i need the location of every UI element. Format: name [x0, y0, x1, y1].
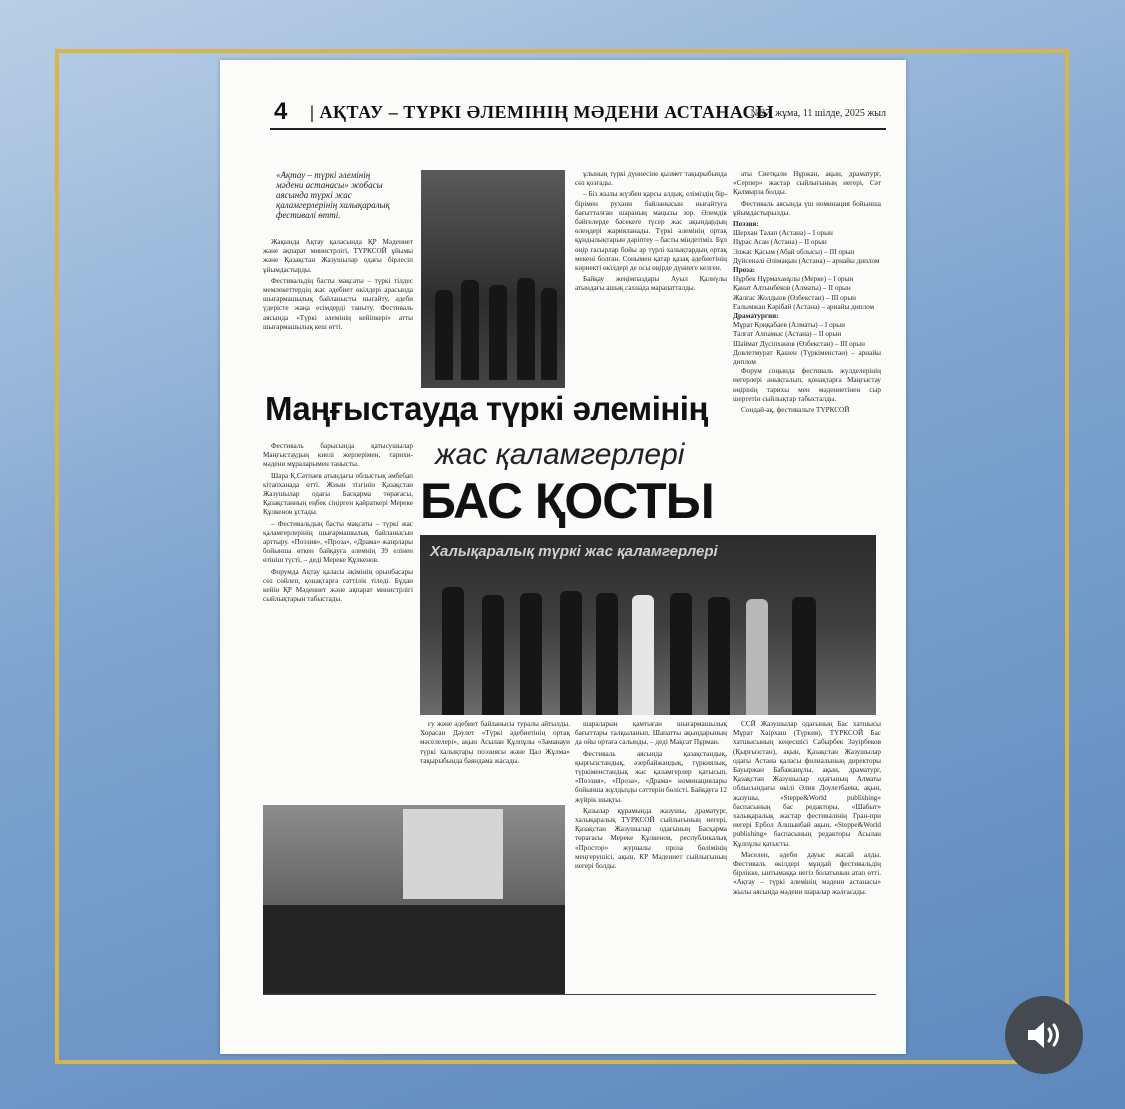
person-figure: [442, 587, 464, 715]
result-item: Мұрат Қоңқабаев (Алматы) – I орын: [733, 321, 845, 330]
person-figure: [596, 593, 618, 715]
article-lead: «Ақтау – түркі әлемінің мәдени астанасы» жобасы аясында түркі жас қаламгерлерінің халықаралық фестивалі өтті.: [276, 170, 390, 220]
headline-line-1: Маңғыстауда түркі әлемінің: [265, 390, 708, 427]
page-number: 4: [274, 98, 288, 125]
paragraph: шараларын қамтыған шығармашылық бағыттары талқыланып, Шапатты ақындарының да ойы ортаға салынды, – деді Мақсат Пұрман.: [575, 720, 727, 747]
paragraph: ғу және әдебиет байланысы туралы айтылды. Хорасан Дәулет «Түркі әдебиетінің ортақ мәселелері», ақын Асылан Құлпұлы «Заманауи түркі халықтары поэзиясы және Цал Жұлма» тақырыбында баяндама жасады.: [420, 720, 570, 765]
paragraph: Фестиваль аясында үш номинация бойынша ұйымдастырылды.: [733, 199, 881, 217]
person-figure: [435, 290, 453, 380]
speaker-icon: [1025, 1019, 1063, 1051]
column-2-top: [575, 170, 727, 390]
headline-line-2: жас қаламгерлері: [435, 438, 685, 471]
page-section-title: | АҚТАУ – ТҮРКІ ӘЛЕМІНІҢ МӘДЕНИ АСТАНАСЫ: [310, 102, 775, 122]
person-figure: [670, 593, 692, 715]
paragraph: Фестивальдің басты мақсаты – түркі тілдес мемлекеттердің жас әдебиет өкілдері арасында шығармашылық байланысты нығайту, әдеби үдерісте жаңа есімдерді таныту. Фестиваль аясында «Түркі әлемінің кейіпкері» атты шығармашылық кеш өтті.: [263, 276, 413, 331]
result-item: Ғалымжан Кәрібай (Астана) – арнайы диплом: [733, 302, 875, 311]
column-1-middle: [263, 442, 413, 797]
result-item: Шерхан Талап (Астана) – I орын: [733, 229, 833, 238]
paragraph: Байқау жеңімпаздары Ауыл Қалиүлы атындағы ашық сахнада марапатталды.: [575, 275, 727, 293]
person-figure: [560, 591, 582, 715]
newspaper-page: [220, 60, 906, 1054]
column-3: [733, 170, 881, 525]
paragraph: Фестиваль аясында қазақстандық, қырғызстандық, әзербайжандық, түркиялық, түркіменстандық жас қаламгерлер қатысып, «Поэзия», «Проза», «Драма» номинациялары бойынша жұлдызды сәттерін бөлісті. Байқауға 12 жүйрік шықты.: [575, 749, 727, 804]
person-figure: [520, 593, 542, 715]
person-figure: [792, 597, 816, 715]
paragraph: Сондай-ақ, фестивальге ТҮРКСОЙ: [741, 406, 850, 415]
photo-banner-text: Халықаралық түркі жас қаламгерлері: [430, 543, 718, 560]
paragraph: Қазылар құрамында жазушы, драматург, халықаралық ТҮРКСОЙ сыйлығының иегері, Қазақстан Жазушылар одағының Басқарма төрағасы Мереке Құлкенов, республикалық «Простор» журналы проза бөлімінің меңгерушісі, ақын, КР Мәдениет сыйлығының иегері болды.: [575, 806, 727, 871]
column-1-top: [263, 238, 413, 388]
result-item: Шаймат Дүсіпханов (Өзбекстан) – III орын: [733, 339, 865, 348]
column-4-bottom: [733, 720, 881, 992]
person-figure: [746, 599, 768, 715]
paragraph: ұлының түркі дүниесіне қызмет тақырыбында сөз қозғады.: [575, 170, 727, 188]
headline-line-3: БАС ҚОСТЫ: [420, 473, 714, 529]
result-item: Довлетмурат Қашен (Түркіменстан) – арнайы диплом: [733, 348, 881, 367]
person-figure: [517, 278, 535, 380]
paragraph: Форум соңында фестиваль жүлделерінің иегерлері анықталып, қонақтарға Маңғыстау өңірінің тарихы мен мәдениетінен сыр шертетін сыйлықтар табысталды.: [733, 367, 881, 403]
result-item: Жалғас Жолдыов (Өзбекстан) – III орын: [733, 293, 857, 302]
column-2-bottom: [420, 720, 570, 800]
article-photo-1: [421, 170, 565, 388]
paragraph: ССЙ Жазушылар одағының Бас хатшысы Мұрат Хаірхаш (Түркия), ТҮРКСОЙ Бас хатшысының кеңесшісі Сабырбек Зәуірбеков (Қырғызстан), ақын, Қазақстан Жазушылар одағы Астана қаласы филиалының директоры Бауыржан Бабажанұлы, ақын, драматург, Қазақстан Жазушылар одағының Алматы облысындағы өкілі Әлия Доулетбаева, ақын, жазушы, «Steppe&World publishing» баспасының бас редакторы, «Шабыт» халықаралық жастар фестивалінің Гран-при иегері Ербол Алшынбай ақын, «Steppe&World publishing» баспасының редакторы Асылан Құлпұлы қатысты.: [733, 720, 881, 848]
column-3-bottom: [575, 720, 727, 992]
page-bottom-rule: [263, 994, 876, 995]
paragraph: – Біз жылы жүзбен қарсы алдық, еліміздің бір-бірімен рухани байланысын нығайтуға бағытталған шараның маңызы зор. Әлемдік бәйгелерде бәсекеге түсер жас ақындардың өлеңдері жарияланады. Түркі әлемінің ортақ құндылықтарын дәріптеу – басты міндетіміз. Бұл өңір ғасырлар бойы әр түрлі халықтардың ортақ мекені болған. Сонымен қатар қазақ әдебиетінің көрнекті өкілдері де осы өңірде дүниеге келген.: [575, 190, 727, 273]
paragraph: Жақында Ақтау қаласында ҚР Мәдениет және ақпарат министрлігі, ТҮРКСОЙ ұйымы және Қазақстан Жазушылар одағы бірлесіп ұйымдастырды.: [263, 238, 413, 274]
page-header: [270, 98, 886, 130]
results-title: Поэзия:: [733, 220, 759, 229]
person-figure: [541, 288, 557, 380]
paragraph: Шара Қ.Сәтпаев атындағы облыстық әмбебап кітапханада өтті. Жиын тізгінін Қазақстан Жазушылар одағы Басқарма төрағасы, Қазақстанның еңбек сіңірген қайраткері Мереке Құлкенов ұстады.: [263, 471, 413, 517]
group-photo-people: [263, 905, 565, 995]
results-title: Проза:: [733, 266, 756, 275]
banner-stand: [403, 809, 503, 899]
result-item: Қанат Алтынбеков (Алматы) – II орын: [733, 284, 851, 293]
result-item: Элжас Қасым (Абай облысы) – III орын: [733, 247, 855, 256]
paragraph: Форумда Ақтау қаласы әкімінің орынбасары сөз сөйлеп, қонақтарға сәттілік тіледі. Бұдан кейін ҚР Мәдениет және ақпарат министрлігі сыйлықтарын табыстады.: [263, 567, 413, 604]
paragraph: Фестиваль барысында қатысушылар Маңғыстаудың киелі жерлерімен, тарихи-мәдени мұраларымен танысты.: [263, 442, 413, 469]
article-photo-3: [263, 805, 565, 995]
person-figure: [708, 597, 730, 715]
person-figure: [632, 595, 654, 715]
paragraph: Мәселен, әдеби дауыс жасай алды. Фестиваль өкілдері мұндай фестивальдің бірлікке, ынтымаққа негіз болатынын атап өтті. «Ақтау – түркі әлемінің мәдени астанасы» жылы аясында мәдени шаралар жалғасады.: [733, 850, 881, 896]
result-item: Нұрбек Нұрмаханұлы (Мерке) – I орын: [733, 275, 854, 284]
result-item: Дүйсенәлі Әлімақын (Астана) – арнайы диплом: [733, 256, 880, 265]
result-item: Нұрас Асан (Астана) – II орын: [733, 238, 827, 247]
audio-toggle-button[interactable]: [1005, 996, 1083, 1074]
person-figure: [461, 280, 479, 380]
paragraph: аты Светқали Нұржан, ақын, драматург, «Серпер» жастар сыйлығының иегері, Сәт Қалмырза болды.: [733, 170, 881, 197]
person-figure: [489, 285, 507, 380]
paragraph: – Фестивальдың басты мақсаты – түркі жас қаламгерлерінің шығармашылық байланысын арттыру. «Поэзия», «Проза», «Драма» жанрлары бойынша өткен байқауға әлемнің 39 елінен өтініш түсті, – деді Мереке Құлкенов.: [263, 519, 413, 565]
results-title: Драматургия:: [733, 312, 779, 321]
person-figure: [482, 595, 504, 715]
issue-date: №27, жұма, 11 шілде, 2025 жыл: [750, 108, 886, 119]
result-item: Талғат Алпамыс (Астана) – II орын: [733, 330, 842, 339]
article-photo-2: [420, 535, 876, 715]
